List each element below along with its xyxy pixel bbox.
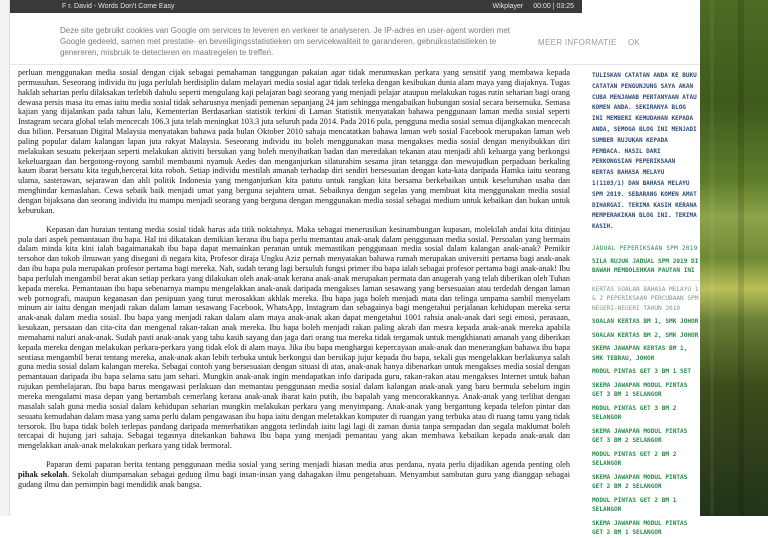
background-stripe bbox=[710, 0, 714, 516]
left-gutter bbox=[0, 0, 10, 516]
sidebar-section-title: JADUAL PEPERIKSAAN SPM 2019 bbox=[592, 244, 698, 252]
cookie-consent-bar bbox=[10, 13, 700, 65]
article-body bbox=[18, 68, 570, 516]
article-paragraph-3 bbox=[18, 460, 570, 490]
sidebar-link[interactable]: SKEMA JAWAPAN MODUL PINTAS GET 3 BM 1 SELANGOR bbox=[592, 381, 688, 399]
sidebar bbox=[586, 68, 700, 537]
paragraph-3-emphasis: pihak sekolah bbox=[18, 469, 68, 479]
cookie-consent-text: Deze site gebruikt cookies van Google om services te leveren en verkeer te analyseren. Je IP-adres en user-agent worden met Google gedeeld, samen met prestatie- en beveiligingsstatistieken om servicekwaliteit te garanderen, gebruiksstatistieken te genereren, misbruik te detecteren en maatregelen te treffen. bbox=[60, 26, 511, 57]
sidebar-link[interactable]: SKEMA JAWAPAN KERTAS BM 1, SMK TEBRAU, JOHOR bbox=[592, 345, 688, 362]
sidebar-blurb: TULISKAN CATATAN ANDA KE BUKU CATATAN PENGUNJUNG SAYA AKAN CUBA MENJAWAB PERTANYAAN ATAU KOMEN ANDA. SEKIRANYA BLOG INI MEMBERI KEMUDAHAN KEPADA ANDA, SEMOGA BLOG INI MENJADI SUMBER RUJUKAN KEPADA PEMBACA. HASIL DARI PERKONGSIAN PEPERIKSAAN KERTAS BAHASA MELAYU 1(1103/1) DAN BAHASA MELAYU SPM 2019. SEBARANG KOMEN AMAT DIHARGAI. TERIMA KASIH KERANA MEMPERAKIKAN BLOG INI. TERIMA KASIH. bbox=[592, 72, 697, 231]
sidebar-link[interactable]: MODUL PINTAS GET 3 BM 1 SET bbox=[592, 368, 692, 376]
player-time: 00:00 | 03:25 bbox=[533, 3, 574, 10]
article-paragraph-2: Kepasan dan huraian tentang media sosial tidak harus ada titik noktahnya. Maka sebagai menerusikan kesinambungan kupasan, molekilah andai kita ditinjau pula dari aspek pemantauan ibu bapa. Hal ini dikatakan demikian kerana ibu bapa perlu memantau anak-anak dalam penggunaan media sosial. Persoalan yang bermain dalam minda kita kini ialah bagaimanakah ibu bapa dapat memainkan peranan untuk memastikan penggunaan media sosial dalam kalangan anak-anak? Pemikir tersohor dan tokoh ilmuwan yang disegani di negara kita, Profesor diraja Ungku Aziz pernah menyatakan bahawa rumah merupakan universiti pertama bagi anak-anak dan ibu bapa pula merupakan profesor pertama bagi mereka. Nah, sudah terang lagi bersuluh fungsi primer ibu bapa ialah sebagai profesor pertama bagi anak-anak! Ibu bapa perlulah mengambil berat akan setiap perkara yang dilakukan oleh anak-anak kerana anak-anak merupakan permata dan anugerah yang telah diberikan oleh Tuhan kepada mereka. Pemantauan ibu bapa sebenarnya mampu mengelakkan anak-anak daripada mengakses laman sesawang yang bersesuaian atau terdedah dengan laman web pornografi, maupun keganasan dan penipuan yang turut merosakkan akhlak mereka. Ibu bapa juga boleh menjadi mata dan telinga umpama sambil menyelam minum air iaitu dengan menjadi rakan dalam laman sesawang Facebook, WhatsApp, Instagram dan sebagainya bagi mengetahui perjalanan kehidupan mereka serta anak-anak dalam media sosial. Ibu bapa yang menjadi rakan dalam alam maya anak-anak akan dapat mengetahui 1001 rahsia anak-anak dari segi emosi, perasaan, kesukaan, persaaan dan cita-cita dan mengenal rakan-rakan anak mereka. Ibu bapa boleh menjadi rakan paling akrab dan mesra kepada anak-anak mereka apabila memahami naluri anak-anak. Sudah pasti anak-anak yang tahu kasih sayang dan jaga dari orang tua mereka tidak tergamak untuk mengkhianati amanah yang diberikan kepada mereka dengan melakukan perkara-perkara yang tidak elok di alam maya. Jika ibu bapa menghargai kepercayaan anak-anak dan menerangkan bahawa ibu bapa sentiasa mengambil berat tentang mereka, anak-anak akan lebih terbuka untuk berkongsi dan bersikap jujur kepada ibu bapa, sekali gus mengelakkan berlakunya salah guna media sosial dalam kalangan mereka. Sebagai contoh yang bersesuaian dengan situasi di atas, anak-anak hanya dibenarkan untuk mengakses media sosial dengan pemantauan daripada ibu bapa selama satu jam sehari. Mungkin anak-anak ingin mendapatkan info daripada guru, rakan-rakan atau mengakses Internet untuk bahan rujukan pembelajaran. Ibu bapa harus mengawasi perlakuan dan memantau penggunaan media sosial dalam kalangan anak-anak yang baru bermula sebelum ingin mereka mengalami masa depan yang bertambah cemerlang kerana anak-anak ibarat kain putih, ibu bapalah yang mencorakkannya. Anak-anak yang terlibat dengan masalah salah guna media sosial dalam kehidupan seharian mungkin melakukan perkara yang menyimpang. Anak-anak yang bergantung kepada telefon pintar dan sesuatu kemudahan dalam masa yang sama perlu dalam pengawasan ibu bapa iaitu dengan meletakkan komputer di ruangan yang terbuka atau di ruang tamu yang tidak tersorok. Ibu bapa tidak boleh terlepas pandang daripada memerhatikan anggota terlindah iaitu lagi lagi di zaman dunia tanpa sempadan dan segala maklumat boleh tercapai di hujung jari sahaja. Sebagai tegasnya ditekankan bahawa Ibu bapa yang menjadi pemantau yang akan membawa kebaikan kepada anak-anak dan mengelakkan anak-anak melakukan perkara yang tidak bermoral. bbox=[18, 224, 570, 451]
sidebar-link[interactable]: SOALAN KERTAS BM 2, SMK JOHOR bbox=[592, 331, 699, 339]
player-name[interactable]: Wikplayer bbox=[492, 3, 524, 10]
cookie-ok-button[interactable]: OK bbox=[628, 38, 641, 47]
music-player-bar[interactable] bbox=[10, 0, 582, 13]
sidebar-link[interactable]: SKEMA JAWAPAN MODUL PINTAS GET 3 BM 2 SELANGOR bbox=[592, 427, 688, 445]
paragraph-3-end: . Sekolah diumpamakan sebagai gedung ilmu bagi insan-insan yang dahagakan ilmu pengetahuan. Menyambut sambutan guru yang dianggap sebagai gudang ilmu dan pemimpin bagi mendidik anak bangsa. bbox=[18, 469, 570, 489]
track-title[interactable]: F r. David - Words Don't Come Easy bbox=[62, 3, 175, 10]
more-info-link[interactable]: MEER INFORMATIE bbox=[538, 38, 617, 47]
sidebar-link[interactable]: MODUL PINTAS GET 2 BM 2 SELANGOR bbox=[592, 450, 677, 468]
article-paragraph-1: perluan menggunakan media sosial dengan cijak sebagai pemahaman tanggungan pakaian agar tidak merumuskan perkara yang sensitif yang membawa kepada permusuhan. Seseorang individu itu juga perlulah berdisiplin dalam melayari media sosial agar tidak terleka dengan kesibukan dunia alam maya yang diajaknya. Tugas haklah seharian perlu dilaksakan terlebih dahulu seperti mengulang kaji pelajaran bagi seorang yang menjadi pelajar ataupun melakukan tugas rutin seharian bagi orang dewasa persis masa itu emas iaitu media sosial tidak seharusnya menjadi pemenan sepanjang 24 jam sehingga mengabaikan hubungan sosial secara bersemuka. Semasa kajian yang dijalankan pada tahun lalu, Kementerian Berdasarkan statistik terkini di Laman Statistik menyatakan bahawa penggunaan laman media sosial seperti Instagram secara global telah mencecah 106.3 juta telah meningkat 103.3 juta seluruh pada 2014. Pada 2016 pula, pengguna media sosial semua dijangkakan mencecah dua bilion. Persatuan Digital Malaysia menyatakan bahawa pada bulan Oktober 2010 sahaja mencatatkan bahawa laman web sosial Facebook merupakan laman web paling popular dalam kalangan lapan juta rakyat Malaysia. Seseorang individu itu boleh menggunakan masa mengakses media sosial dengan menyibukkan diri melakukan sesuatu pekerjaan seperti melakukan aktiviti bersukan yang boleh menyihatkan badan dan meredakan tekanan atau menjadi ahli keluarga yang berkongsi kekeluargaan dan bergotong-royong sambil membasmi nyamuk Aedes dan menganjurkan silaturahim sesama jiran tetangga dan mewujudkan perpaduan berkaling kaum ibarat bersatu kita teguh,bercerai kita roboh. Setiap individu mestilah amanah terhadap diri sendiri bersesuaian dengan kata-kata daripada Hamka iaitu seorang ulama, sasterawan, sejarawan dan ahli politik Indonesia yang menganjurkan kita patutu untuk rangkan kita bersama berkebaikan untuk keseluruhan usaha dan menghindar kemaslahan. Cewa sebaik baik menjadi umat yang berguna sejahtera umat. Sebaiknya dengan segelas yang membuat kita menggunakan media sosial dengan bijaksana dan seorang individu itu mampu menjadi seorang yang berguna dengan menggunakan media sosial sebagai medium untuk kebaikan dan bukan untuk keburukan. bbox=[18, 68, 570, 215]
background-stripe bbox=[738, 0, 744, 516]
sidebar-link[interactable]: MODUL PINTAS GET 3 BM 2 SELANGOR bbox=[592, 404, 677, 422]
sidebar-links bbox=[586, 257, 700, 538]
sidebar-link[interactable]: SILA RUJUK JADUAL SPM 2019 DI BAWAH MEMBOLEHKAN PAUTAN INI bbox=[592, 257, 699, 275]
sidebar-link[interactable]: MODUL PINTAS GET 2 BM 1 SELANGOR bbox=[592, 496, 677, 514]
sidebar-link[interactable]: KERTAS SOALAN BAHASA MELAYU 1 & 2 PEPERIKSAAN PERCUBAAN SPM NEGERI-NEGERI TAHUN 2019 bbox=[592, 285, 699, 312]
sidebar-link[interactable]: SOALAN KERTAS BM 1, SMK JOHOR bbox=[592, 318, 699, 326]
sidebar-link[interactable]: SKEMA JAWAPAN MODUL PINTAS GET 2 BM 2 SELANGOR bbox=[592, 473, 688, 491]
background-image-panel bbox=[700, 0, 768, 516]
sidebar-divider bbox=[592, 280, 700, 281]
sidebar-link[interactable]: SKEMA JAWAPAN MODUL PINTAS GET 2 BM 1 SELANGOR bbox=[592, 519, 688, 537]
paragraph-3-start: Paparan demi paparan berita tentang penggunaan media sosial yang sering menjadi hiasan media arus perdana, nyata perlu dijadikan agenda penting oleh bbox=[46, 460, 570, 470]
